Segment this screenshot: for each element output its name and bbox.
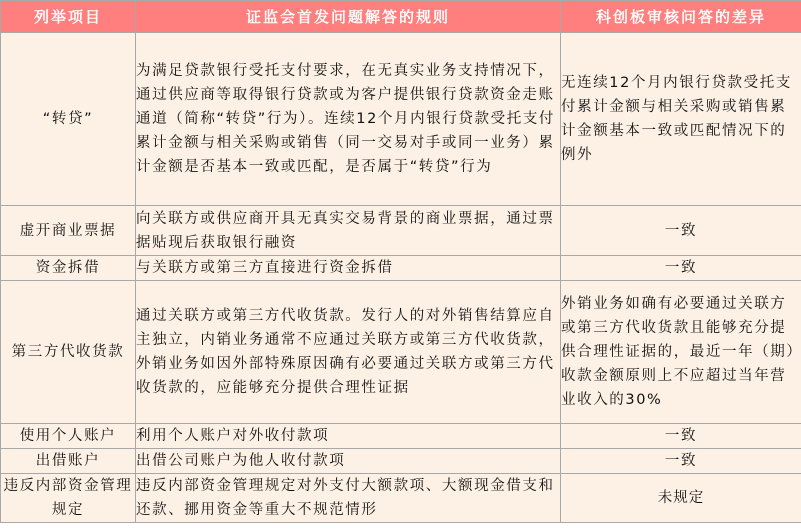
table-row [1, 449, 801, 474]
row-rule-text: 出借公司账户为他人收付款项 [136, 449, 561, 474]
row-diff-text: 一致 [561, 256, 801, 281]
row-rule-text: 与关联方或第三方直接进行资金拆借 [136, 256, 561, 281]
row-rule-text: 向关联方或供应商开具无真实交易背景的商业票据，通过票据贴现后获取银行融资 [136, 206, 561, 256]
row-diff-text: 一致 [561, 206, 801, 256]
header-diff: 科创板审核问答的差异 [561, 1, 801, 33]
row-item-label: 违反内部资金管理规定 [1, 474, 136, 523]
row-rule-text: 利用个人账户对外收付款项 [136, 424, 561, 449]
row-item-label: 出借账户 [1, 449, 136, 474]
row-diff-text: 无连续12个月内银行贷款受托支付累计金额与相关采购或销售累计金额基本一致或匹配情况下的例外 [561, 33, 801, 206]
header-rule: 证监会首发问题解答的规则 [136, 1, 561, 33]
row-diff-text: 一致 [561, 424, 801, 449]
table-row [1, 206, 801, 256]
table-row [1, 256, 801, 281]
table-row [1, 33, 801, 206]
row-rule-text: 为满足贷款银行受托支付要求，在无真实业务支持情况下，通过供应商等取得银行贷款或为客户提供银行贷款资金走账通道（简称“转贷”行为）。连续12个月内银行贷款受托支付累计金额与相关采购或销售（同一交易对手或同一业务）累计金额是否基本一致或匹配，是否属于“转贷”行为 [136, 33, 561, 206]
table-header-row [1, 1, 801, 33]
row-diff-text: 未规定 [561, 474, 801, 523]
table-row [1, 474, 801, 523]
row-item-label: 第三方代收货款 [1, 281, 136, 424]
row-item-label: “转贷” [1, 33, 136, 206]
row-item-label: 资金拆借 [1, 256, 136, 281]
row-item-label: 使用个人账户 [1, 424, 136, 449]
row-diff-text: 外销业务如确有必要通过关联方或第三方代收货款且能够充分提供合理性证据的，最近一年（期）收款金额原则上不应超过当年营业收入的30% [561, 281, 801, 424]
row-rule-text: 违反内部资金管理规定对外支付大额款项、大额现金借支和还款、挪用资金等重大不规范情形 [136, 474, 561, 523]
header-item: 列举项目 [1, 1, 136, 33]
row-diff-text: 一致 [561, 449, 801, 474]
table-row [1, 281, 801, 424]
row-item-label: 虚开商业票据 [1, 206, 136, 256]
table-row [1, 424, 801, 449]
row-rule-text: 通过关联方或第三方代收货款。发行人的对外销售结算应自主独立，内销业务通常不应通过关联方或第三方代收货款，外销业务如因外部特殊原因确有必要通过关联方或第三方代收货款的，应能够充分提供合理性证据 [136, 281, 561, 424]
